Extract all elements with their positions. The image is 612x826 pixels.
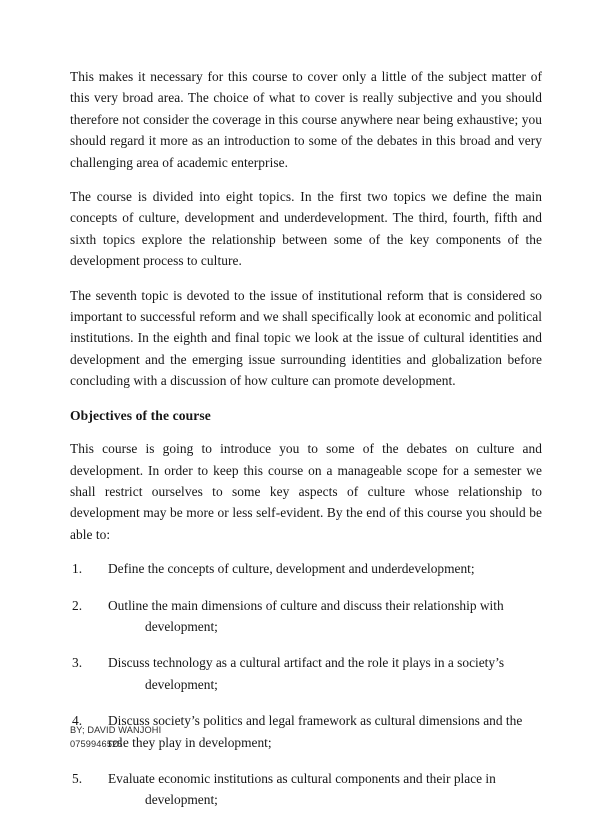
- section-heading-objectives: Objectives of the course: [70, 407, 211, 423]
- list-item-text: Discuss society’s politics and legal framework as cultural dimensions and the: [108, 713, 523, 729]
- list-item: [70, 652, 542, 695]
- document-body: [70, 66, 542, 826]
- paragraph-1: This makes it necessary for this course to cover only a little of the subject matter of this very broad area. The choice of what to cover is really subjective and you should therefore not consider the coverage in this course anywhere near being exhaustive; you should regard it more as an introduction to some of the debates in this broad and very challenging area of academic enterprise.: [70, 69, 542, 170]
- list-item-text-continuation: role they play in development;: [108, 734, 272, 750]
- list-item-text: Outline the main dimensions of culture and discuss their relationship with: [108, 597, 504, 613]
- list-item-text: Define the concepts of culture, development and underdevelopment;: [108, 561, 475, 577]
- document-footer: [70, 724, 161, 751]
- paragraph-2: The course is divided into eight topics. In the first two topics we define the main concepts of culture, development and underdevelopment. The third, fourth, fifth and sixth topics explore the relationship between some of the key components of the development process to culture.: [70, 189, 542, 269]
- list-item-number: 5.: [72, 770, 83, 786]
- list-item: [70, 595, 542, 638]
- list-item-text: Discuss technology as a cultural artifact and the role it plays in a society’s: [108, 655, 505, 671]
- list-item-number: 4.: [72, 713, 83, 729]
- list-item-number: 2.: [72, 597, 83, 613]
- list-item-text: Evaluate economic institutions as cultural components and their place in: [108, 770, 496, 786]
- list-item-number: 3.: [72, 655, 83, 671]
- list-item-text-continuation: development;: [145, 792, 218, 808]
- footer-phone: 0759946525: [70, 738, 123, 749]
- paragraph-3: The seventh topic is devoted to the issue of institutional reform that is considered so important to successful reform and we shall specifically look at economic and political institutions. In the eighth and final topic we look at the issue of cultural identities and development and the emerging issue surrounding identities and globalization before concluding with a discussion of how culture can promote development.: [70, 287, 542, 389]
- paragraph-objectives-intro: This course is going to introduce you to some of the debates on culture and development. In order to keep this course on a manageable scope for a semester we shall restrict ourselves to some key aspects of culture whose relationship to development may be more or less self-evident. By the end of this course you should be able to:: [70, 441, 542, 542]
- footer-author: BY; DAVID WANJOHI: [70, 725, 162, 735]
- list-item: [70, 768, 542, 811]
- list-item-text-continuation: development;: [145, 618, 218, 634]
- objectives-list: [70, 558, 542, 811]
- list-item-text-continuation: development;: [145, 676, 218, 692]
- list-item-number: 1.: [72, 561, 83, 577]
- list-item: [70, 558, 542, 579]
